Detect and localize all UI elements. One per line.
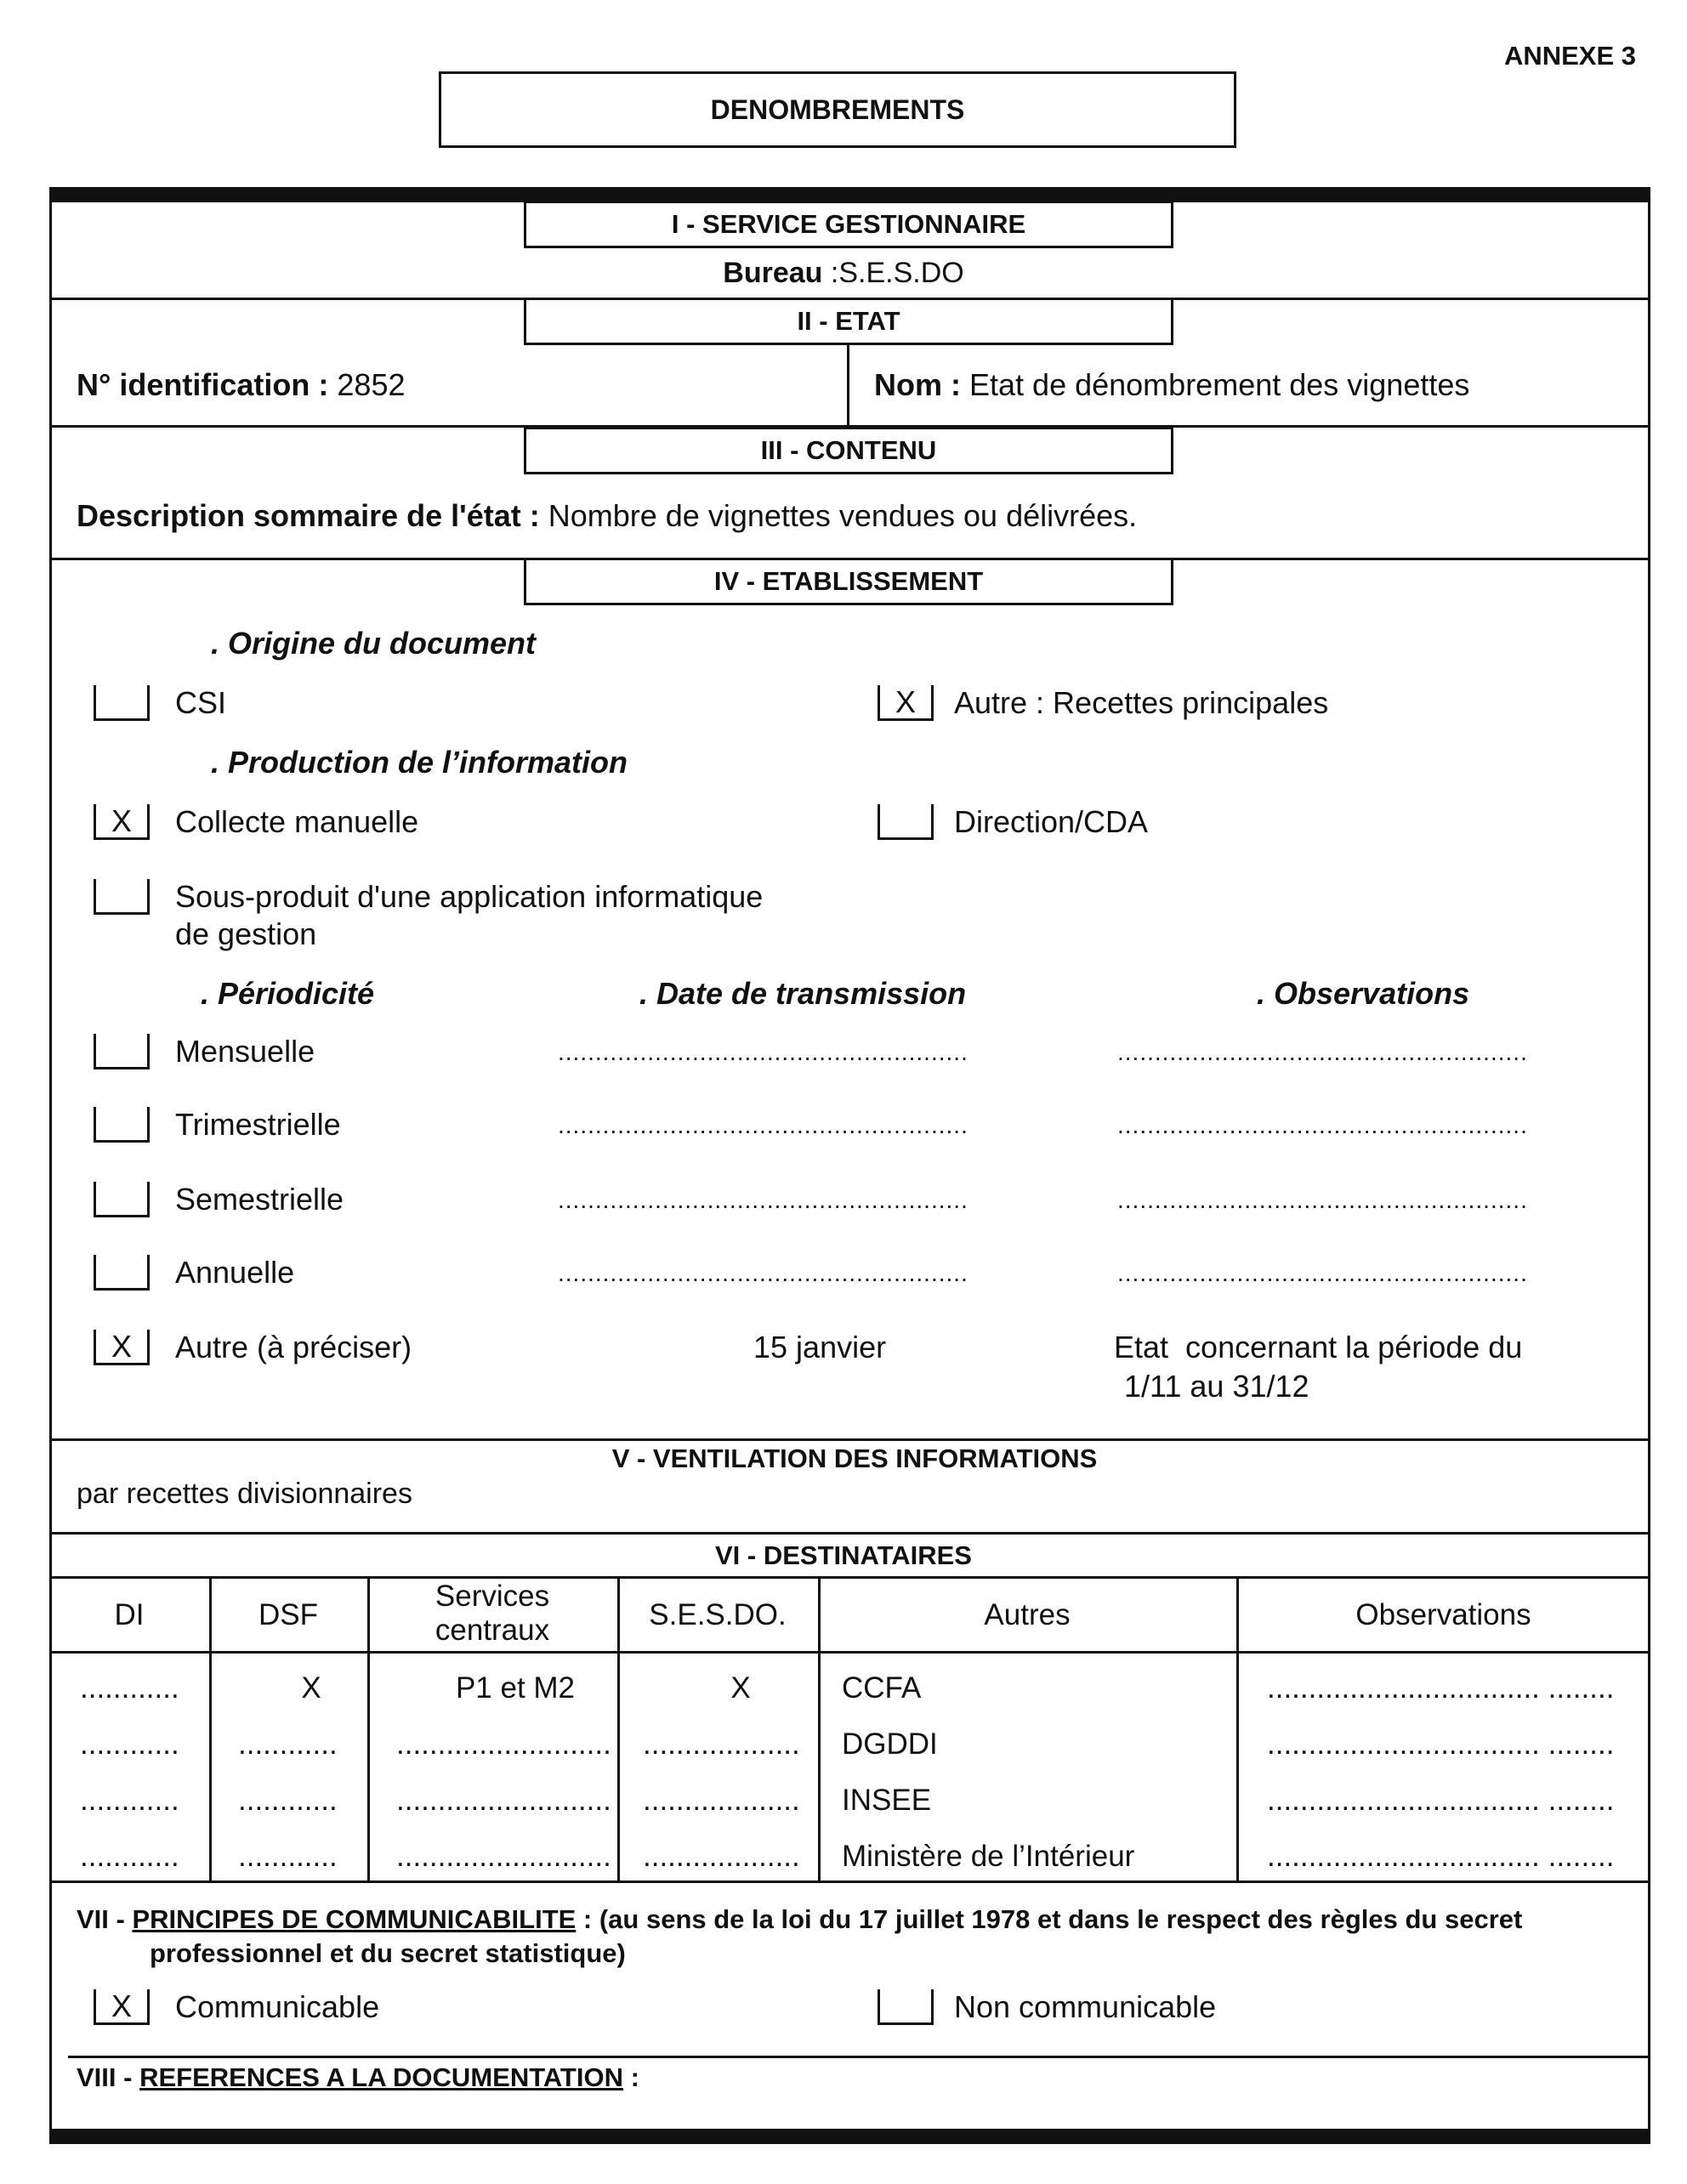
cell-sesdo: ................... [643,1784,800,1817]
section-8-prefix: VIII - [77,2062,140,2092]
bureau-line [0,257,1687,290]
description-value: Nombre de vignettes vendues ou délivrées. [548,498,1138,533]
ventilation-text: par recettes divisionnaires [77,1478,412,1510]
autre-date-value: 15 janvier [753,1330,887,1364]
cell-di: ............ [80,1784,179,1817]
section-4-header: IV - ETABLISSEMENT [524,558,1173,605]
date-dots[interactable]: ....................................................... [558,1260,968,1286]
identification-value: 2852 [337,367,406,402]
observation-dots[interactable]: ....................................................... [1117,1187,1528,1213]
cell-sesdo: ................... [643,1840,800,1873]
observation-dots[interactable]: ....................................................... [1117,1260,1528,1286]
section-7-rest: : (au sens de la loi du 17 juillet 1978 et dans le respect des règles du secret [576,1904,1523,1934]
section-8-header [77,2062,639,2093]
section-7-title: PRINCIPES DE COMMUNICABILITE [132,1904,577,1934]
periode-autre-label: Autre (à préciser) [175,1330,412,1364]
cell-services-centraux: .......................... [396,1784,611,1817]
cell-observations: ................................. ........ [1267,1840,1615,1873]
origine-csi-label: CSI [175,685,227,720]
observation-dots[interactable]: ....................................................... [1117,1112,1528,1138]
observations-title: . Observations [1257,976,1470,1011]
cell-services-centraux: .......................... [396,1840,611,1873]
periodicite-title: . Périodicité [201,976,375,1011]
divider [49,1576,1650,1579]
section-7-prefix: VII - [77,1904,133,1934]
column-header-observations: Observations [1355,1598,1531,1631]
cell-observations: ................................. ........ [1267,1671,1615,1705]
origine-autre-checkbox[interactable]: X [878,685,934,721]
bureau-label: Bureau [723,257,823,289]
periode-annuelle-checkbox[interactable] [94,1255,150,1291]
annexe-label: ANNEXE 3 [1503,41,1636,71]
section-2-header: II - ETAT [524,298,1173,345]
cell-sesdo: X [730,1671,751,1705]
cell-autres: CCFA [842,1671,922,1705]
cell-services-centraux: P1 et M2 [455,1671,576,1705]
origine-csi-checkbox[interactable] [94,685,150,721]
periode-trimestrielle-label: Trimestrielle [175,1107,341,1142]
periode-semestrielle-checkbox[interactable] [94,1182,150,1217]
cell-dsf: ............ [238,1784,338,1817]
production-sousproduit-checkbox[interactable] [94,879,150,915]
origine-autre-label: Autre : Recettes principales [954,685,1329,720]
cell-autres: INSEE [842,1784,932,1817]
periode-autre-checkbox[interactable]: X [94,1330,150,1365]
section-8-title: REFERENCES A LA DOCUMENTATION [139,2062,623,2092]
divider [49,1881,1650,1883]
production-direction-label: Direction/CDA [954,804,1149,839]
section-1-header: I - SERVICE GESTIONNAIRE [524,201,1173,248]
cell-observations: ................................. ........ [1267,1727,1615,1761]
document-title: DENOMBREMENTS [439,71,1236,148]
production-direction-checkbox[interactable] [878,804,934,840]
cell-di: ............ [80,1727,179,1761]
production-sousproduit-label: Sous-produit d'une application informatique [175,879,764,914]
communicable-checkbox[interactable]: X [94,1989,150,2025]
column-header-services: Services [435,1580,550,1613]
description-line [77,498,1137,534]
column-header-sesdo: S.E.S.DO. [649,1598,787,1631]
section-7-header [77,1904,1522,1935]
communicable-label: Communicable [175,1989,380,2024]
cell-dsf: ............ [238,1727,338,1761]
production-sousproduit-label-line2: de gestion [175,916,317,951]
date-transmission-title: . Date de transmission [639,976,967,1011]
divider-vertical [847,345,849,427]
production-title: . Production de l’information [211,745,628,780]
cell-services-centraux: .......................... [396,1727,611,1761]
cell-autres: DGDDI [842,1727,938,1761]
cell-autres: Ministère de l’Intérieur [842,1840,1135,1873]
section-5-header: V - VENTILATION DES INFORMATIONS [611,1444,1098,1473]
origine-title: . Origine du document [211,626,537,661]
column-header-services-centraux [367,1580,617,1648]
cell-dsf: ............ [238,1840,338,1873]
periode-annuelle-label: Annuelle [175,1255,295,1290]
non-communicable-label: Non communicable [954,1989,1217,2024]
divider [68,2056,1650,2058]
description-label: Description sommaire de l'état : [77,498,540,533]
periode-semestrielle-label: Semestrielle [175,1182,344,1217]
nom-line [874,367,1469,403]
observation-dots[interactable]: ....................................................... [1117,1039,1528,1065]
periode-trimestrielle-checkbox[interactable] [94,1107,150,1143]
periode-mensuelle-checkbox[interactable] [94,1034,150,1069]
section-3-header: III - CONTENU [524,427,1173,474]
periode-mensuelle-label: Mensuelle [175,1034,315,1069]
cell-di: ............ [80,1671,179,1705]
cell-di: ............ [80,1840,179,1873]
bureau-value: :S.E.S.DO [830,257,964,289]
column-header-centraux: centraux [435,1614,550,1647]
bottom-thick-rule [49,2129,1650,2144]
column-header-dsf: DSF [258,1598,318,1631]
column-header-di: DI [114,1598,145,1631]
cell-sesdo: ................... [643,1727,800,1761]
nom-value: Etat de dénombrement des vignettes [969,367,1470,402]
date-dots[interactable]: ....................................................... [558,1039,968,1065]
section-8-suffix: : [622,2062,639,2092]
date-dots[interactable]: ....................................................... [558,1112,968,1138]
nom-label: Nom : [874,367,961,402]
section-7-line2: professionnel et du secret statistique) [150,1938,626,1968]
section-6-header: VI - DESTINATAIRES [715,1540,972,1570]
divider [49,1651,1650,1654]
production-collecte-label: Collecte manuelle [175,804,419,839]
non-communicable-checkbox[interactable] [878,1989,934,2025]
cell-dsf: X [301,1671,321,1705]
identification-label: N° identification : [77,367,329,402]
identification-line [77,367,406,403]
cell-observations: ................................. ........ [1267,1784,1615,1817]
divider [49,1438,1650,1441]
column-header-autres: Autres [984,1598,1071,1631]
production-collecte-checkbox[interactable]: X [94,804,150,840]
autre-observation-line2: 1/11 au 31/12 [1124,1369,1309,1404]
autre-observation-line1: Etat concernant la période du [1114,1330,1523,1364]
divider [49,1532,1650,1534]
date-dots[interactable]: ....................................................... [558,1187,968,1213]
